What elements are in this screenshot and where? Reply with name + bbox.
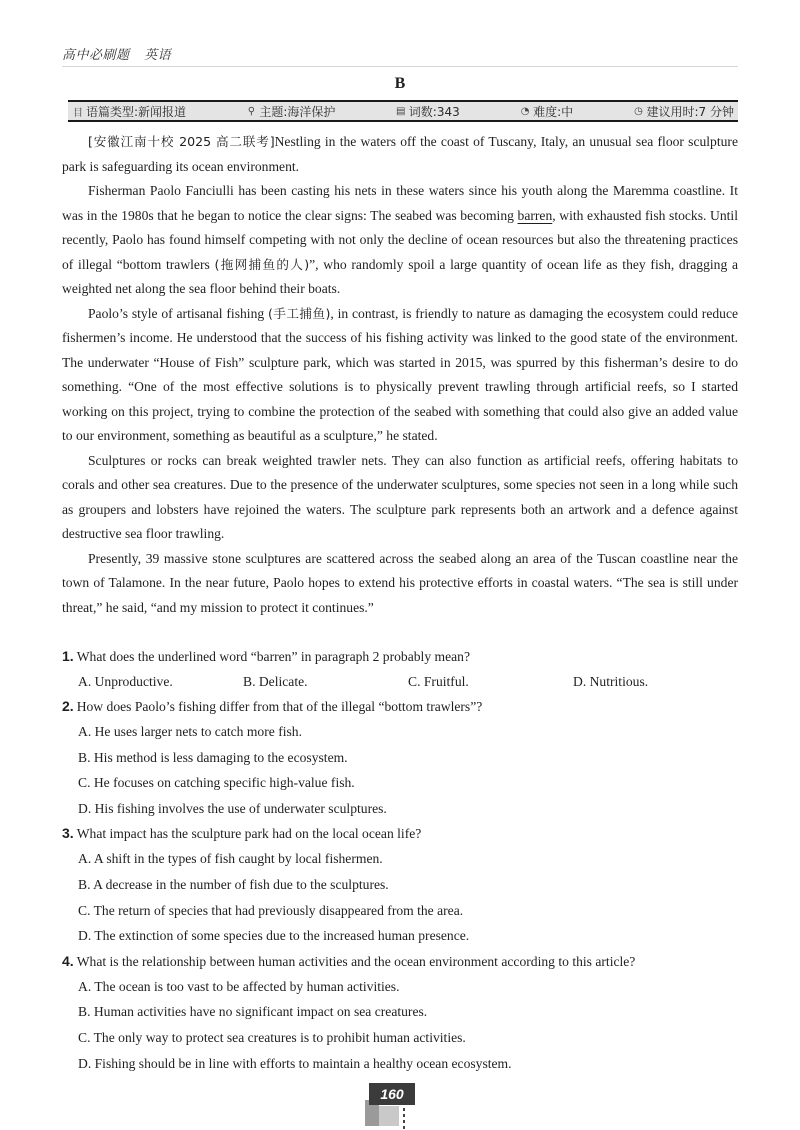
option-b[interactable]: B. A decrease in the number of fish due to the sculptures. bbox=[78, 876, 389, 892]
option-d[interactable]: D. Nutritious. bbox=[573, 674, 649, 689]
paragraph-4: Sculptures or rocks can break weighted trawler nets. They can also function as artificial reefs, offering habitats to corals and other sea creatures. Due to the presence of the underwater sculptures, some species not seen in a long while such as groupers and lobsters have rejoined the waters. The sculpture park represents both an artwork and a defence against destructive sea floor trawling. bbox=[62, 452, 738, 541]
paragraph-3 bbox=[62, 302, 738, 449]
option-b[interactable]: B. Delicate. bbox=[243, 674, 308, 689]
info-topic bbox=[245, 103, 335, 120]
info-genre bbox=[72, 103, 186, 120]
question-1 bbox=[62, 644, 738, 694]
option-c[interactable]: C. The only way to protect sea creatures is to prohibit human activities. bbox=[78, 1029, 466, 1045]
count-icon: ▤ bbox=[396, 105, 406, 117]
info-genre-text: 语篇类型:新闻报道 bbox=[86, 104, 187, 119]
difficulty-icon: ◔ bbox=[520, 105, 530, 117]
book-title: 高中必刷题 bbox=[62, 48, 130, 63]
paragraph-5: Presently, 39 massive stone sculptures are scattered across the seabed along an area of the Tuscan coastline near the town of Talamone. In the near future, Paolo hopes to extend his protective efforts in coastal waters. “The sea is still under threat,” he said, “and my mission to protect it continues.” bbox=[62, 550, 738, 615]
question-text: How does Paolo’s fishing differ from that of the illegal “bottom trawlers”? bbox=[76, 699, 483, 714]
info-difficulty bbox=[519, 103, 573, 120]
option-a[interactable]: A. He uses larger nets to catch more fish. bbox=[78, 724, 302, 739]
page-dotted-line bbox=[403, 1108, 405, 1130]
option-d[interactable]: D. Fishing should be in line with efforts to maintain a healthy ocean ecosystem. bbox=[78, 1055, 512, 1071]
paragraph-1 bbox=[62, 130, 738, 179]
question-stem bbox=[62, 644, 738, 669]
question-text: What does the underlined word “barren” in paragraph 2 probably mean? bbox=[76, 649, 470, 664]
question-text: What is the relationship between human activities and the ocean environment according to this article? bbox=[76, 953, 636, 969]
option-row bbox=[62, 669, 738, 694]
subject-label: 英语 bbox=[144, 48, 172, 63]
info-time-text: 建议用时:7 分钟 bbox=[646, 104, 734, 119]
info-time bbox=[632, 103, 734, 120]
info-word-count-text: 词数:343 bbox=[408, 104, 460, 119]
info-topic-text: 主题:海洋保护 bbox=[259, 104, 336, 119]
paragraph-1-text: Nestling in the waters off the coast of Tuscany, Italy, an unusual sea floor sculpture park is safeguarding its ocean environment. bbox=[62, 134, 738, 174]
section-heading: B bbox=[394, 75, 406, 92]
question-text: What impact has the sculpture park had on the local ocean life? bbox=[76, 826, 422, 842]
option-b[interactable]: B. His method is less damaging to the ecosystem. bbox=[78, 749, 348, 765]
info-difficulty-text: 难度:中 bbox=[533, 104, 574, 119]
option-c[interactable]: C. The return of species that had previously disappeared from the area. bbox=[78, 902, 464, 918]
paragraph-3-gloss: (手工捕鱼) bbox=[268, 305, 331, 321]
passage-info-bar bbox=[68, 100, 738, 122]
paragraph-2-text-b: , with exhausted fish stocks. Until recently, Paolo has found himself competing with not only the decline of ocean resources but also the threatening practices of illegal “bottom trawlers bbox=[62, 207, 738, 272]
option-a[interactable]: A. A shift in the types of fish caught by local fishermen. bbox=[78, 851, 383, 867]
paragraph-3-text-a: Paolo’s style of artisanal fishing bbox=[88, 305, 269, 321]
question-stem bbox=[62, 949, 738, 974]
page-corner-decoration bbox=[379, 1106, 399, 1126]
clock-icon: ◷ bbox=[634, 105, 643, 117]
page-number: 160 bbox=[369, 1083, 415, 1105]
question-2 bbox=[62, 694, 738, 821]
book-icon: 目 bbox=[73, 107, 83, 119]
option-a[interactable]: A. The ocean is too vast to be affected by human activities. bbox=[78, 978, 400, 994]
option-a[interactable]: A. Unproductive. bbox=[78, 674, 173, 689]
question-number: 1. bbox=[62, 648, 74, 664]
header-divider bbox=[62, 66, 738, 67]
paragraph-2 bbox=[62, 179, 738, 302]
question-stem bbox=[62, 821, 738, 846]
question-stem bbox=[62, 694, 738, 719]
search-icon: ⚲ bbox=[247, 105, 256, 117]
option-c[interactable]: C. Fruitful. bbox=[408, 674, 469, 689]
underlined-word: barren bbox=[517, 207, 553, 223]
info-word-count bbox=[395, 103, 460, 120]
question-3 bbox=[62, 821, 738, 948]
question-number: 2. bbox=[62, 698, 74, 714]
paragraph-3-text-b: , in contrast, is friendly to nature as damaging the ecosystem could reduce fishermen’s income. He understood that the success of his fishing activity was linked to the good state of the environment. The underwater “House of Fish” sculpture park, which was started in 2015, was spurred by this fisherman’s desire to do something. “One of the most effective solutions is to physically prevent trawling through artificial reefs, so I started working on this project, trying to combine the protection of the seabed with something that could also give an added value to our environment, something as beautiful as a sculpture,” he stated. bbox=[62, 305, 739, 443]
passage-source: [安徽江南十校 2025 高二联考] bbox=[88, 134, 275, 149]
paragraph-2-gloss: (拖网捕鱼的人) bbox=[214, 256, 310, 272]
option-d[interactable]: D. The extinction of some species due to the increased human presence. bbox=[78, 928, 470, 944]
option-d[interactable]: D. His fishing involves the use of underwater sculptures. bbox=[78, 800, 387, 816]
question-list bbox=[62, 644, 738, 1076]
paragraph-2-text-a: Fisherman Paolo Fanciulli has been casting his nets in these waters since his youth along the Maremma coastline. It was in the 1980s that he began to notice the clear signs: The seabed was becoming bbox=[62, 183, 738, 223]
paragraph-2-text-c: ”, who randomly spoil a large quantity of ocean life as they fish, dragging a weighted net along the sea floor behind their boats. bbox=[62, 256, 739, 296]
question-number: 4. bbox=[62, 952, 74, 969]
running-head bbox=[62, 44, 181, 63]
question-4 bbox=[62, 949, 738, 1076]
option-b[interactable]: B. Human activities have no significant impact on sea creatures. bbox=[78, 1004, 428, 1020]
question-number: 3. bbox=[62, 825, 74, 842]
option-c[interactable]: C. He focuses on catching specific high-value fish. bbox=[78, 775, 355, 791]
reading-passage bbox=[62, 130, 738, 620]
